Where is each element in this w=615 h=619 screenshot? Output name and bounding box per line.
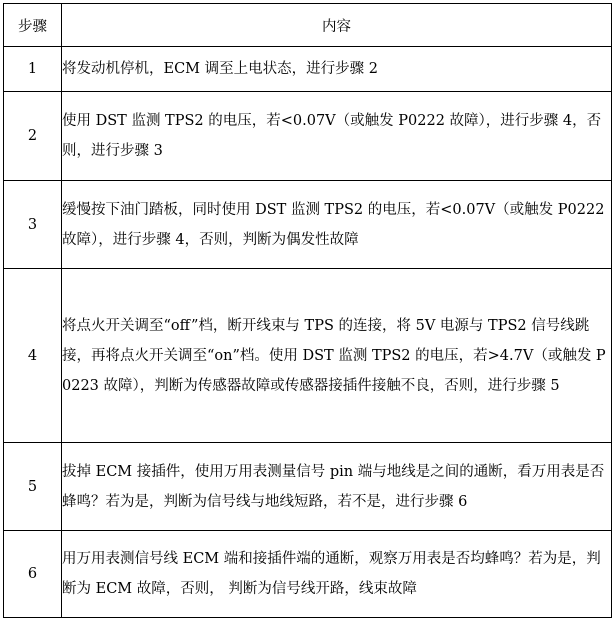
step-number: 3 xyxy=(4,181,62,269)
table-header-row xyxy=(4,4,612,47)
table-row xyxy=(4,531,612,618)
step-content: 使用 DST 监测 TPS2 的电压，若<0.07V（或触发 P0222 故障），进行步骤 4，否则，进行步骤 3 xyxy=(62,92,612,181)
header-content: 内容 xyxy=(62,4,612,47)
step-number: 2 xyxy=(4,92,62,181)
table-row xyxy=(4,181,612,269)
table-row xyxy=(4,47,612,92)
step-number: 5 xyxy=(4,443,62,531)
table-row xyxy=(4,269,612,443)
step-number: 1 xyxy=(4,47,62,92)
step-number: 4 xyxy=(4,269,62,443)
step-content: 将发动机停机，ECM 调至上电状态，进行步骤 2 xyxy=(62,47,612,92)
table-row xyxy=(4,443,612,531)
table-row xyxy=(4,92,612,181)
step-content: 用万用表测信号线 ECM 端和接插件端的通断，观察万用表是否均蜂鸣？若为是，判断为 ECM 故障，否则， 判断为信号线开路，线束故障 xyxy=(62,531,612,618)
step-content: 拔掉 ECM 接插件，使用万用表测量信号 pin 端与地线是之间的通断，看万用表是否蜂鸣？若为是，判断为信号线与地线短路，若不是，进行步骤 6 xyxy=(62,443,612,531)
step-content: 缓慢按下油门踏板，同时使用 DST 监测 TPS2 的电压，若<0.07V（或触发 P0222 故障），进行步骤 4，否则，判断为偶发性故障 xyxy=(62,181,612,269)
step-content: 将点火开关调至“off”档，断开线束与 TPS 的连接，将 5V 电源与 TPS2 信号线跳接，再将点火开关调至“on”档。使用 DST 监测 TPS2 的电压，若>4.7V（或触发 P0223 故障），判断为传感器故障或传感器接插件接触不良，否则，进行步骤 5 xyxy=(62,269,612,443)
step-number: 6 xyxy=(4,531,62,618)
diagnostic-steps-table xyxy=(3,3,612,618)
header-step: 步骤 xyxy=(4,4,62,47)
